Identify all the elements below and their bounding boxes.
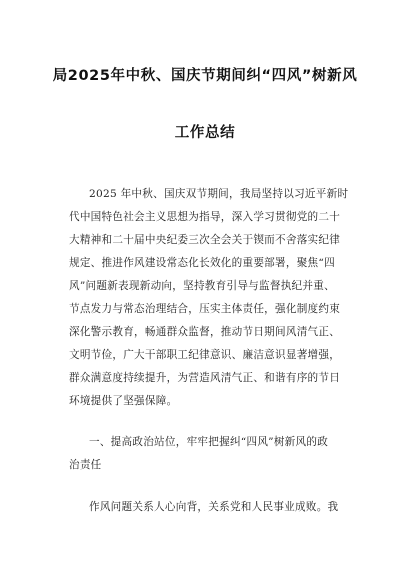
document-title-line-1: 局2025年中秋、国庆节期间纠“四风”树新风 (52, 68, 358, 84)
intro-line: 2025 年中秋、国庆双节期间，我局坚持以习近平新时 (89, 188, 349, 200)
section-heading-line: 一、提高政治站位，牢牢把握纠“四风”树新风的政 (89, 436, 329, 448)
document-title-line-2: 工作总结 (174, 125, 236, 141)
section-body-line: 作风问题关系人心向背，关系党和人民事业成败。我 (89, 501, 339, 513)
intro-line: 大精神和二十届中央纪委三次全会关于锲而不舍落实纪律 (69, 234, 341, 246)
intro-line: 文明节俭，广大干部职工纪律意识、廉洁意识显著增强， (69, 349, 341, 361)
intro-line: 风”问题新表现新动向，坚持教育引导与监督执纪并重、 (69, 280, 335, 292)
intro-line: 群众满意度持续提升，为营造风清气正、和谐有序的节日 (69, 372, 341, 384)
intro-line: 代中国特色社会主义思想为指导，深入学习贯彻党的二十 (69, 211, 341, 223)
intro-line: 规定、推进作风建设常态化长效化的重要部署，聚焦“四 (69, 257, 335, 269)
section-heading-line: 治责任 (69, 459, 102, 471)
intro-line: 环境提供了坚强保障。 (69, 395, 178, 407)
intro-line: 节点发力与常态治理结合，压实主体责任，强化制度约束 (69, 303, 341, 315)
intro-line: 深化警示教育，畅通群众监督，推动节日期间风清气正、 (69, 326, 341, 338)
